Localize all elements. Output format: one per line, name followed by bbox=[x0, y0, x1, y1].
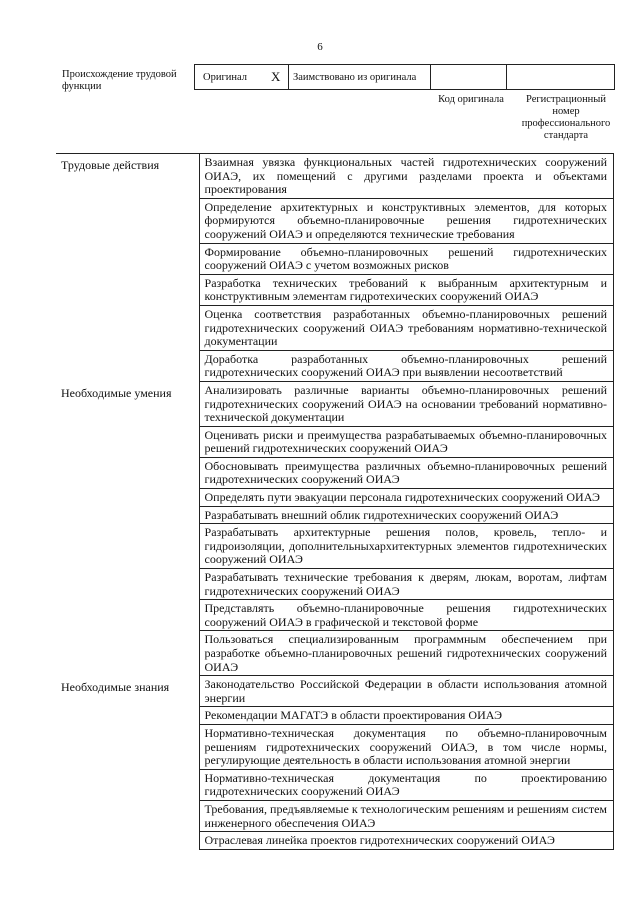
section-labor-actions bbox=[56, 154, 614, 382]
page-number: 6 bbox=[317, 41, 323, 53]
list-item: Взаимная увязка функциональных частей гидротехнических сооружений ОИАЭ, их помещений с другими разделами проекта и объектами проектирования bbox=[200, 154, 613, 199]
origin-label: Происхождение трудовой функции bbox=[62, 69, 177, 92]
original-code-caption: Код оригинала bbox=[438, 94, 504, 105]
list-item: Разрабатывать архитектурные решения полов, кровель, тепло- и гидроизоляции, дополнительныхархитектурных элементов гидротехнических сооружений ОИАЭ bbox=[200, 524, 613, 569]
list-item: Законодательство Российской Федерации в области использования атомной энергии bbox=[200, 676, 613, 707]
origin-table bbox=[194, 64, 615, 90]
borrowed-label: Заимствовано из оригинала bbox=[293, 71, 417, 83]
original-mark: X bbox=[271, 69, 281, 84]
list-item: Обосновывать преимущества различных объемно-планировочных решений гидротехнических сооружений ОИАЭ bbox=[200, 458, 613, 489]
list-item: Разработка технических требований к выбранным архитектурным и конструктивным элементам гидротехических сооружений ОИАЭ bbox=[200, 275, 613, 306]
borrowed-cell bbox=[289, 65, 431, 89]
list-item: Требования, предъявляемые к технологическим решениям и решениям систем инженерного обеспечения ОИАЭ bbox=[200, 801, 613, 832]
list-item: Нормативно-техническая документация по проектированию гидротехнических сооружений ОИАЭ bbox=[200, 770, 613, 801]
list-item: Анализировать различные варианты объемно-планировочных решений гидротехнических сооружений ОИАЭ на основании требований нормативно-технической документации bbox=[200, 382, 613, 427]
list-item: Определение архитектурных и конструктивных элементов, для которых формируются объемно-планировочные решения гидротехнических сооружений ОИАЭ и определяются технические требования bbox=[200, 199, 613, 244]
list-item: Представлять объемно-планировочные решения гидротехнических сооружений ОИАЭ в графической и текстовой форме bbox=[200, 600, 613, 631]
function-table bbox=[56, 153, 614, 850]
section-items bbox=[199, 382, 614, 676]
original-label: Оригинал bbox=[203, 71, 247, 83]
list-item: Разрабатывать технические требования к дверям, люкам, воротам, лифтам гидротехнических сооружений ОИАЭ bbox=[200, 569, 613, 600]
list-item: Оценка соответствия разработанных объемно-планировочных решений гидротехнических сооружений ОИАЭ требованиям нормативно-технической документации bbox=[200, 306, 613, 351]
registration-number-cell bbox=[507, 65, 614, 89]
registration-number-caption: Регистрационный номер профессионального стандарта bbox=[521, 94, 611, 141]
section-label: Необходимые умения bbox=[61, 385, 172, 400]
section-items bbox=[199, 676, 614, 850]
list-item: Формирование объемно-планировочных решений гидротехнических сооружений ОИАЭ с учетом возможных рисков bbox=[200, 244, 613, 275]
section-required-skills bbox=[56, 382, 614, 676]
list-item: Оценивать риски и преимущества разрабатываемых объемно-планировочных решений гидротехнических сооружений ОИАЭ bbox=[200, 427, 613, 458]
original-cell bbox=[195, 65, 289, 89]
list-item: Отраслевая линейка проектов гидротехнических сооружений ОИАЭ bbox=[200, 832, 613, 850]
section-label: Необходимые знания bbox=[61, 680, 170, 695]
section-label: Трудовые действия bbox=[61, 158, 160, 172]
list-item: Определять пути эвакуации персонала гидротехнических сооружений ОИАЭ bbox=[200, 489, 613, 507]
original-code-cell bbox=[431, 65, 507, 89]
section-items bbox=[199, 154, 614, 382]
list-item: Доработка разработанных объемно-планировочных решений гидротехнических сооружений ОИАЭ при выявлении несоответствий bbox=[200, 351, 613, 382]
section-required-knowledge bbox=[56, 676, 614, 850]
list-item: Нормативно-техническая документация по объемно-планировочным решениям гидротехнических сооружений ОИАЭ, в том числе нормы, регулирующие деятельность в области использования атомной энергии bbox=[200, 725, 613, 770]
list-item: Рекомендации МАГАТЭ в области проектирования ОИАЭ bbox=[200, 707, 613, 725]
list-item: Разрабатывать внешний облик гидротехнических сооружений ОИАЭ bbox=[200, 507, 613, 525]
list-item: Пользоваться специализированным программным обеспечением при разработке объемно-планировочных решений гидротехнических сооружений ОИАЭ bbox=[200, 631, 613, 676]
